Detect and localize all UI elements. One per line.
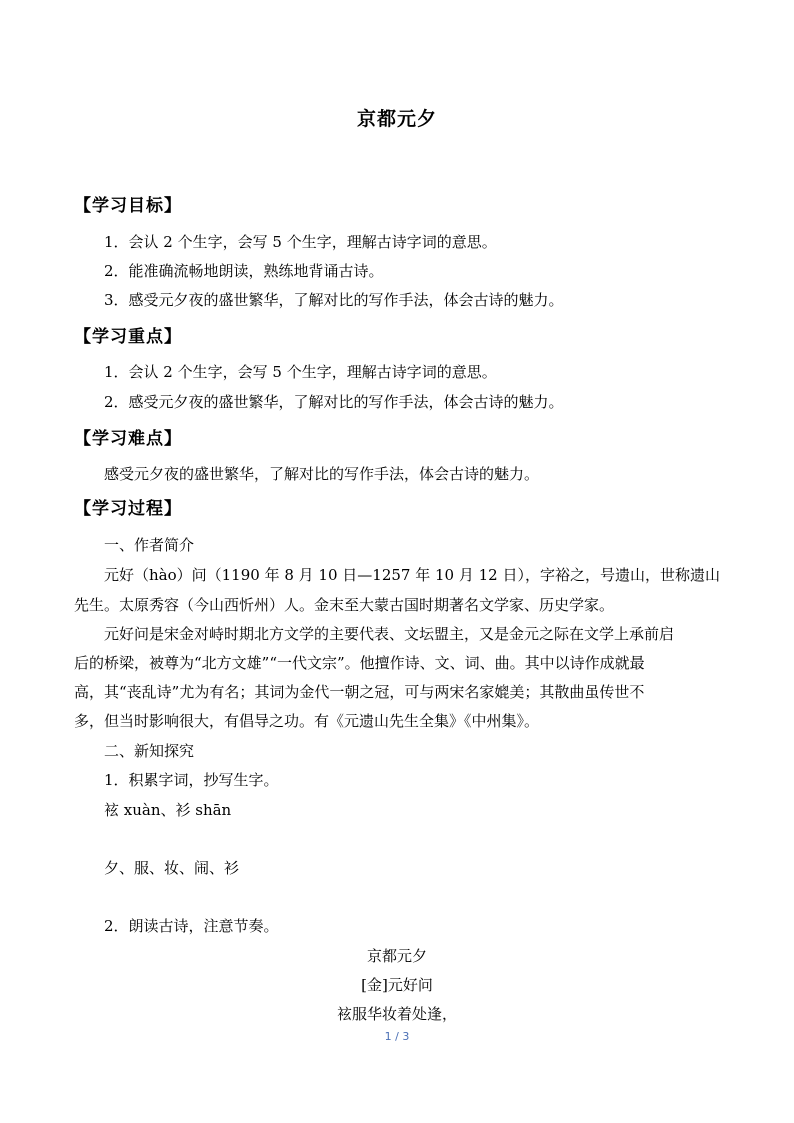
page-title: 京都元夕 xyxy=(356,108,437,130)
difficulties-text: 感受元夕夜的盛世繁华，了解对比的写作手法，体会古诗的魅力。 xyxy=(104,465,540,483)
author-paragraph-line: 元好（hào）问（1190 年 8 月 10 日—1257 年 10 月 12 日），字裕之，号遗山，世称遗山 xyxy=(104,566,720,584)
pinyin-line: 袨 xuàn、衫 shān xyxy=(104,801,232,819)
task-2: 2．朗读古诗，注意节奏。 xyxy=(104,917,279,935)
key-point-item: 1．会认 2 个生字，会写 5 个生字，理解古诗字词的意思。 xyxy=(104,363,497,381)
page-number: 1 / 3 xyxy=(384,1030,410,1043)
author-paragraph-line: 先生。太原秀容（今山西忻州）人。金末至大蒙古国时期著名文学家、历史学家。 xyxy=(74,596,615,614)
author-paragraph-line: 多，但当时影响很大，有倡导之功。有《元遗山先生全集》《中州集》。 xyxy=(74,712,540,730)
author-paragraph-line: 元好问是宋金对峙时期北方文学的主要代表、文坛盟主，又是金元之际在文学上承前启 xyxy=(104,625,675,643)
objective-item: 3．感受元夕夜的盛世繁华，了解对比的写作手法，体会古诗的魅力。 xyxy=(104,291,564,309)
objective-item: 2．能准确流畅地朗读，熟练地背诵古诗。 xyxy=(104,262,384,280)
process-heading: 【学习过程】 xyxy=(74,499,182,519)
poem-author: [金]元好问 xyxy=(361,976,433,994)
difficulties-heading: 【学习难点】 xyxy=(74,429,182,449)
objectives-heading: 【学习目标】 xyxy=(74,196,182,216)
poem-title: 京都元夕 xyxy=(366,947,427,965)
author-paragraph-line: 后的桥梁，被尊为“北方文雄”“一代文宗”。他擅作诗、文、词、曲。其中以诗作成就最 xyxy=(74,654,645,672)
key-point-item: 2．感受元夕夜的盛世繁华，了解对比的写作手法，体会古诗的魅力。 xyxy=(104,393,564,411)
write-characters: 夕、服、妆、闹、衫 xyxy=(104,859,240,877)
poem-line: 袨服华妆着处逢， xyxy=(336,1005,457,1023)
author-paragraph-line: 高，其“丧乱诗”尤为有名；其词为金代一朝之冠，可与两宋名家媲美；其散曲虽传世不 xyxy=(74,683,645,701)
objective-item: 1．会认 2 个生字，会写 5 个生字，理解古诗字词的意思。 xyxy=(104,233,497,251)
task-1: 1．积累字词，抄写生字。 xyxy=(104,771,279,789)
author-section-title: 一、作者简介 xyxy=(104,536,195,554)
key-points-heading: 【学习重点】 xyxy=(74,327,182,347)
new-knowledge-title: 二、新知探究 xyxy=(104,742,195,760)
